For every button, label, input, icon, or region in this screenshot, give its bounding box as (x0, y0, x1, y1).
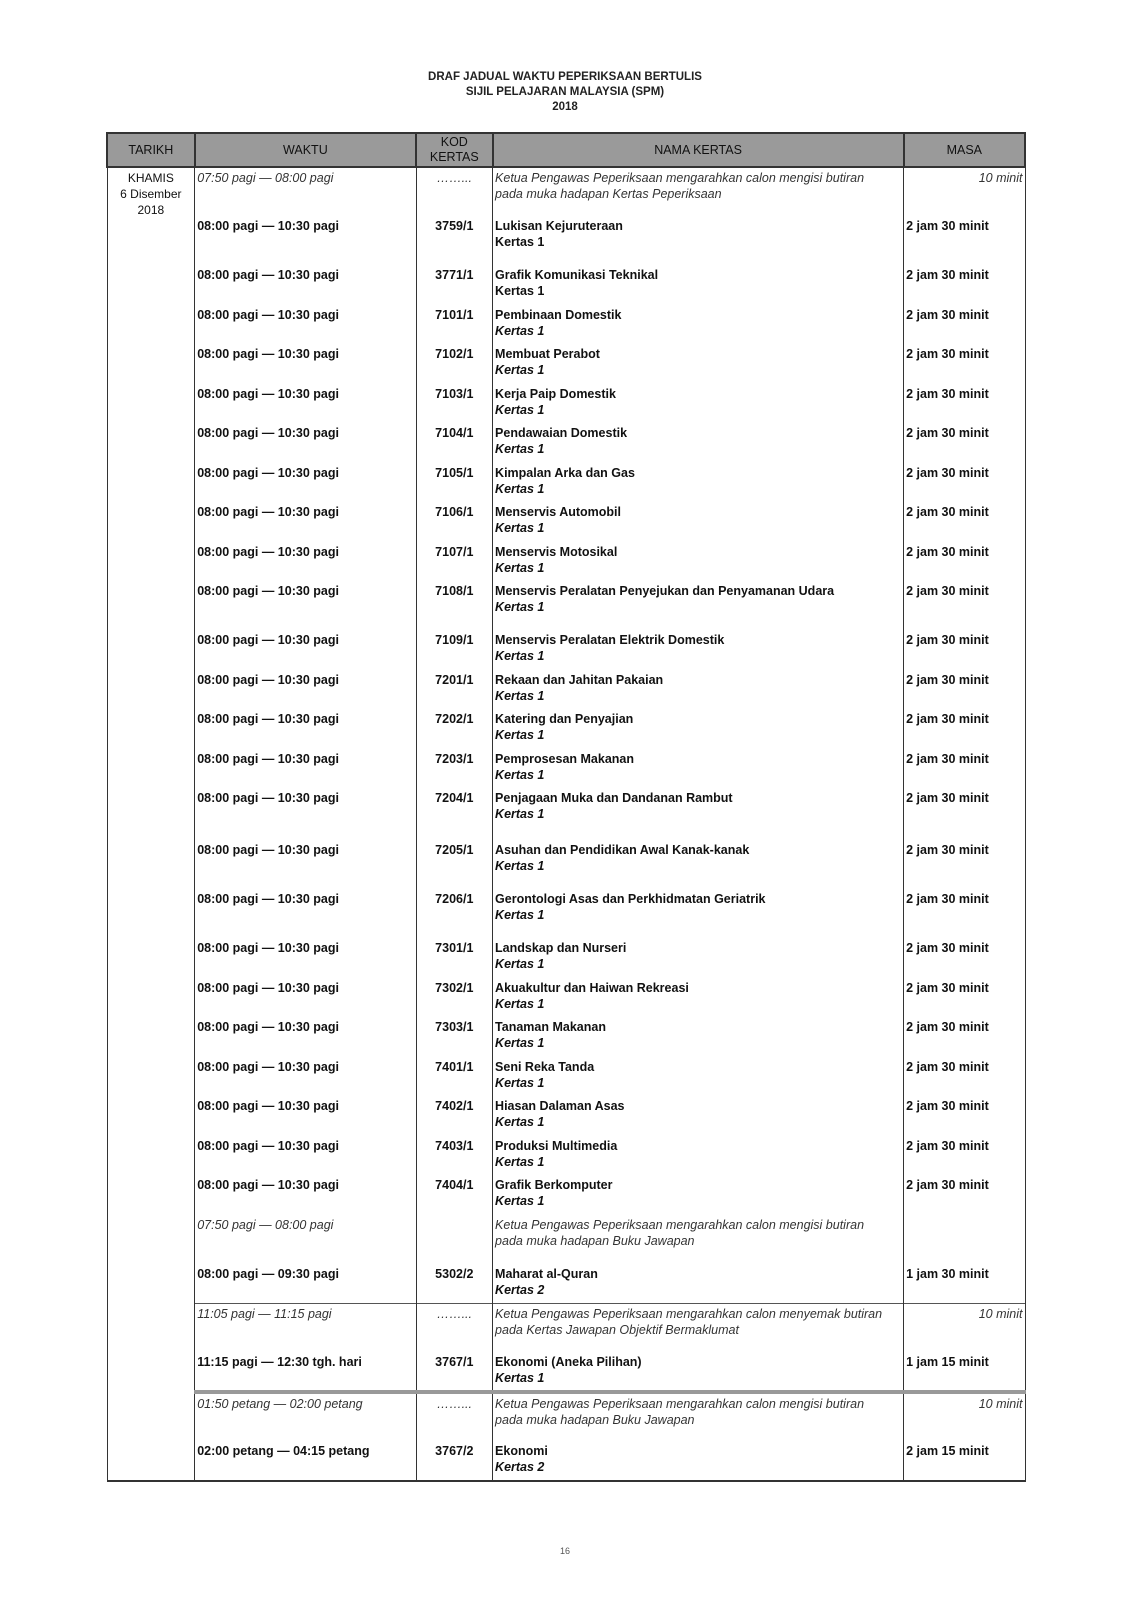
nama-kertas-cell (493, 709, 904, 749)
nama-kertas-cell (493, 1175, 904, 1215)
waktu-cell: 08:00 pagi — 10:30 pagi (195, 630, 416, 670)
waktu-cell: 08:00 pagi — 10:30 pagi (195, 938, 416, 978)
exam-paper-row (107, 1017, 1025, 1057)
paper-name: Menservis Peralatan Elektrik Domestik (495, 633, 725, 647)
title-line-3: 2018 (552, 101, 578, 113)
masa-cell: 1 jam 15 minit (904, 1352, 1025, 1392)
header-waktu: WAKTU (195, 133, 416, 167)
masa-cell: 1 jam 30 minit (904, 1264, 1025, 1303)
masa-cell: 2 jam 15 minit (904, 1441, 1025, 1481)
exam-paper-row (107, 1264, 1025, 1303)
date-date: 6 Disember (120, 187, 182, 201)
header-tarikh: TARIKH (107, 133, 195, 167)
kod-kertas-cell: 3767/2 (416, 1441, 493, 1481)
masa-cell: 2 jam 30 minit (904, 463, 1025, 502)
nama-kertas-cell (493, 1392, 904, 1441)
nama-kertas-cell (493, 167, 904, 216)
paper-number: Kertas 1 (495, 521, 545, 535)
paper-name: Menservis Motosikal (495, 545, 618, 559)
nama-kertas-cell (493, 1352, 904, 1392)
paper-name: Lukisan Kejuruteraan (495, 219, 623, 233)
paper-number: Kertas 1 (495, 859, 545, 873)
exam-paper-row (107, 889, 1025, 938)
nama-kertas-cell (493, 542, 904, 581)
instruction-row (107, 1215, 1025, 1264)
masa-cell: 2 jam 30 minit (904, 1017, 1025, 1057)
paper-name: Maharat al-Quran (495, 1267, 598, 1281)
waktu-cell: 08:00 pagi — 10:30 pagi (195, 1096, 416, 1136)
paper-number: Kertas 1 (495, 324, 545, 338)
paper-name: Menservis Automobil (495, 505, 621, 519)
nama-kertas-cell (493, 1441, 904, 1481)
waktu-cell: 08:00 pagi — 10:30 pagi (195, 709, 416, 749)
date-day: KHAMIS (127, 171, 174, 185)
table-header-row (107, 133, 1025, 167)
kod-kertas-cell: 3767/1 (416, 1352, 493, 1392)
kod-kertas-cell: 7402/1 (416, 1096, 493, 1136)
waktu-cell: 08:00 pagi — 10:30 pagi (195, 384, 416, 423)
masa-cell: 2 jam 30 minit (904, 670, 1025, 709)
paper-name: Menservis Peralatan Penyejukan dan Penyamanan Udara (495, 584, 835, 598)
paper-number: Kertas 1 (495, 403, 545, 417)
page-number: 16 (559, 1546, 570, 1556)
title-line-2: SIJIL PELAJARAN MALAYSIA (SPM) (465, 86, 665, 98)
nama-kertas-cell (493, 889, 904, 938)
title-line-1: DRAF JADUAL WAKTU PEPERIKSAAN BERTULIS (428, 71, 702, 83)
masa-cell: 10 minit (904, 1392, 1025, 1441)
exam-paper-row (107, 463, 1025, 502)
waktu-cell: 08:00 pagi — 10:30 pagi (195, 581, 416, 630)
nama-kertas-cell (493, 749, 904, 788)
header-masa: MASA (904, 133, 1025, 167)
masa-cell: 2 jam 30 minit (904, 581, 1025, 630)
nama-kertas-cell (493, 502, 904, 542)
exam-paper-row (107, 344, 1025, 384)
masa-cell: 10 minit (904, 1303, 1025, 1352)
masa-cell: 2 jam 30 minit (904, 265, 1025, 305)
paper-name: Landskap dan Nurseri (495, 941, 627, 955)
nama-kertas-cell (493, 305, 904, 344)
kod-kertas-cell: 7104/1 (416, 423, 493, 463)
nama-kertas-cell (493, 344, 904, 384)
nama-kertas-cell (493, 216, 904, 265)
nama-kertas-cell (493, 788, 904, 840)
waktu-cell: 08:00 pagi — 10:30 pagi (195, 749, 416, 788)
nama-kertas-cell (493, 1264, 904, 1303)
paper-name: Ekonomi (495, 1444, 548, 1458)
kod-kertas-cell: 7206/1 (416, 889, 493, 938)
nama-kertas-cell (493, 978, 904, 1017)
kod-kertas-cell: 7105/1 (416, 463, 493, 502)
paper-name: Pendawaian Domestik (495, 426, 628, 440)
waktu-cell: 08:00 pagi — 09:30 pagi (195, 1264, 416, 1303)
waktu-cell: 11:05 pagi — 11:15 pagi (195, 1303, 416, 1352)
kod-kertas-cell: 7201/1 (416, 670, 493, 709)
exam-paper-row (107, 581, 1025, 630)
exam-date-cell (107, 167, 195, 1481)
masa-cell: 2 jam 30 minit (904, 889, 1025, 938)
paper-name: Akuakultur dan Haiwan Rekreasi (495, 981, 689, 995)
nama-kertas-cell (493, 670, 904, 709)
exam-paper-row (107, 1057, 1025, 1096)
waktu-cell: 11:15 pagi — 12:30 tgh. hari (195, 1352, 416, 1392)
instruction-row (107, 167, 1025, 216)
waktu-cell: 08:00 pagi — 10:30 pagi (195, 788, 416, 840)
paper-number: Kertas 1 (495, 1194, 545, 1208)
masa-cell: 2 jam 30 minit (904, 1057, 1025, 1096)
kod-kertas-cell: 7401/1 (416, 1057, 493, 1096)
kod-kertas-cell: 5302/2 (416, 1264, 493, 1303)
masa-cell: 2 jam 30 minit (904, 630, 1025, 670)
exam-schedule-table (106, 132, 1026, 1482)
kod-kertas-cell: 7204/1 (416, 788, 493, 840)
nama-kertas-cell (493, 384, 904, 423)
masa-cell: 2 jam 30 minit (904, 502, 1025, 542)
instruction-row (107, 1303, 1025, 1352)
header-kod-kertas (416, 133, 493, 167)
paper-number: Kertas 2 (495, 1460, 545, 1474)
exam-paper-row (107, 749, 1025, 788)
waktu-cell: 08:00 pagi — 10:30 pagi (195, 542, 416, 581)
exam-paper-row (107, 840, 1025, 889)
nama-kertas-cell (493, 938, 904, 978)
kod-kertas-cell: 7106/1 (416, 502, 493, 542)
paper-number: Kertas 1 (495, 600, 545, 614)
exam-paper-row (107, 265, 1025, 305)
exam-paper-row (107, 542, 1025, 581)
nama-kertas-cell (493, 1303, 904, 1352)
paper-number: Kertas 1 (495, 997, 545, 1011)
paper-name: Gerontologi Asas dan Perkhidmatan Geriatrik (495, 892, 766, 906)
kod-kertas-cell: 7108/1 (416, 581, 493, 630)
waktu-cell: 08:00 pagi — 10:30 pagi (195, 1017, 416, 1057)
waktu-cell: 08:00 pagi — 10:30 pagi (195, 216, 416, 265)
waktu-cell: 08:00 pagi — 10:30 pagi (195, 670, 416, 709)
waktu-cell: 08:00 pagi — 10:30 pagi (195, 463, 416, 502)
paper-name: Kerja Paip Domestik (495, 387, 616, 401)
masa-cell: 2 jam 30 minit (904, 1096, 1025, 1136)
masa-cell: 2 jam 30 minit (904, 305, 1025, 344)
exam-paper-row (107, 670, 1025, 709)
header-kod-line2: KERTAS (429, 150, 479, 164)
kod-kertas-cell: 7203/1 (416, 749, 493, 788)
paper-name: Membuat Perabot (495, 347, 600, 361)
masa-cell: 2 jam 30 minit (904, 344, 1025, 384)
paper-number: Kertas 1 (495, 908, 545, 922)
masa-cell: 2 jam 30 minit (904, 1136, 1025, 1175)
masa-cell: 2 jam 30 minit (904, 423, 1025, 463)
paper-number: Kertas 1 (495, 1115, 545, 1129)
paper-number: Kertas 1 (495, 235, 545, 249)
nama-kertas-cell (493, 1136, 904, 1175)
waktu-cell: 08:00 pagi — 10:30 pagi (195, 305, 416, 344)
kod-kertas-cell: 3771/1 (416, 265, 493, 305)
paper-name: Rekaan dan Jahitan Pakaian (495, 673, 664, 687)
exam-paper-row (107, 1441, 1025, 1481)
paper-name: Produksi Multimedia (495, 1139, 618, 1153)
waktu-cell: 08:00 pagi — 10:30 pagi (195, 265, 416, 305)
instruction-row (107, 1392, 1025, 1441)
paper-name: Seni Reka Tanda (495, 1060, 595, 1074)
paper-number: Kertas 1 (495, 561, 545, 575)
paper-number: Kertas 1 (495, 768, 545, 782)
kod-kertas-cell: ……... (416, 1392, 493, 1441)
masa-cell: 2 jam 30 minit (904, 788, 1025, 840)
masa-cell: 2 jam 30 minit (904, 384, 1025, 423)
date-year: 2018 (137, 203, 165, 217)
kod-kertas-cell: 7102/1 (416, 344, 493, 384)
kod-kertas-cell: 7109/1 (416, 630, 493, 670)
exam-paper-row (107, 502, 1025, 542)
header-kod-line1: KOD (440, 135, 468, 149)
waktu-cell: 08:00 pagi — 10:30 pagi (195, 1136, 416, 1175)
nama-kertas-cell (493, 463, 904, 502)
waktu-cell: 02:00 petang — 04:15 petang (195, 1441, 416, 1481)
exam-paper-row (107, 1352, 1025, 1392)
kod-kertas-cell: 7205/1 (416, 840, 493, 889)
masa-cell: 2 jam 30 minit (904, 938, 1025, 978)
paper-name: Ketua Pengawas Peperiksaan mengarahkan calon menyemak butiran (495, 1306, 883, 1321)
kod-kertas-cell: ……... (416, 1303, 493, 1352)
masa-cell: 2 jam 30 minit (904, 840, 1025, 889)
paper-number: Kertas 1 (495, 442, 545, 456)
paper-number: Kertas 1 (495, 363, 545, 377)
nama-kertas-cell (493, 1017, 904, 1057)
kod-kertas-cell: 7302/1 (416, 978, 493, 1017)
paper-number: Kertas 1 (495, 689, 545, 703)
paper-name: Pemprosesan Makanan (495, 752, 634, 766)
paper-number: Kertas 1 (495, 807, 545, 821)
kod-kertas-cell: 7202/1 (416, 709, 493, 749)
paper-number: Kertas 1 (495, 728, 545, 742)
masa-cell: 10 minit (904, 167, 1025, 216)
kod-kertas-cell: 7101/1 (416, 305, 493, 344)
paper-name: Ketua Pengawas Peperiksaan mengarahkan calon mengisi butiran (495, 1397, 865, 1411)
document-title (0, 70, 1130, 115)
waktu-cell: 07:50 pagi — 08:00 pagi (195, 1215, 416, 1264)
paper-name: Hiasan Dalaman Asas (495, 1099, 625, 1113)
paper-name: Ketua Pengawas Peperiksaan mengarahkan calon mengisi butiran (495, 171, 865, 185)
exam-paper-row (107, 709, 1025, 749)
kod-kertas-cell (416, 1215, 493, 1264)
kod-kertas-cell: 7103/1 (416, 384, 493, 423)
waktu-cell: 08:00 pagi — 10:30 pagi (195, 1057, 416, 1096)
nama-kertas-cell (493, 265, 904, 305)
masa-cell: 2 jam 30 minit (904, 216, 1025, 265)
exam-paper-row (107, 423, 1025, 463)
paper-number: Kertas 2 (495, 1283, 545, 1297)
kod-kertas-cell: 7107/1 (416, 542, 493, 581)
header-nama-kertas: NAMA KERTAS (493, 133, 904, 167)
exam-paper-row (107, 938, 1025, 978)
exam-paper-row (107, 1175, 1025, 1215)
exam-paper-row (107, 1096, 1025, 1136)
kod-kertas-cell: 7403/1 (416, 1136, 493, 1175)
waktu-cell: 08:00 pagi — 10:30 pagi (195, 423, 416, 463)
nama-kertas-cell (493, 840, 904, 889)
paper-number: Kertas 1 (495, 1371, 545, 1385)
waktu-cell: 01:50 petang — 02:00 petang (195, 1392, 416, 1441)
kod-kertas-cell: 7404/1 (416, 1175, 493, 1215)
paper-name: Asuhan dan Pendidikan Awal Kanak-kanak (495, 843, 750, 857)
masa-cell: 2 jam 30 minit (904, 1175, 1025, 1215)
paper-name: Penjagaan Muka dan Dandanan Rambut (495, 791, 733, 805)
nama-kertas-cell (493, 423, 904, 463)
nama-kertas-cell (493, 1057, 904, 1096)
paper-number: Kertas 1 (495, 284, 545, 298)
paper-name: Tanaman Makanan (495, 1020, 606, 1034)
waktu-cell: 07:50 pagi — 08:00 pagi (195, 167, 416, 216)
nama-kertas-cell (493, 630, 904, 670)
nama-kertas-cell (493, 1096, 904, 1136)
paper-name: Grafik Komunikasi Teknikal (495, 268, 659, 282)
paper-number: Kertas 1 (495, 957, 545, 971)
kod-kertas-cell: ……... (416, 167, 493, 216)
masa-cell: 2 jam 30 minit (904, 542, 1025, 581)
paper-name: Pembinaan Domestik (495, 308, 622, 322)
paper-number: Kertas 1 (495, 649, 545, 663)
paper-number: pada muka hadapan Buku Jawapan (495, 1413, 695, 1427)
paper-name: Ketua Pengawas Peperiksaan mengarahkan calon mengisi butiran (495, 1218, 865, 1232)
exam-paper-row (107, 305, 1025, 344)
paper-number: pada muka hadapan Buku Jawapan (495, 1234, 695, 1248)
waktu-cell: 08:00 pagi — 10:30 pagi (195, 840, 416, 889)
exam-paper-row (107, 788, 1025, 840)
exam-paper-row (107, 630, 1025, 670)
waktu-cell: 08:00 pagi — 10:30 pagi (195, 978, 416, 1017)
waktu-cell: 08:00 pagi — 10:30 pagi (195, 502, 416, 542)
exam-paper-row (107, 1136, 1025, 1175)
paper-name: Grafik Berkomputer (495, 1178, 613, 1192)
masa-cell: 2 jam 30 minit (904, 978, 1025, 1017)
paper-number: pada Kertas Jawapan Objektif Bermaklumat (495, 1322, 739, 1337)
paper-number: Kertas 1 (495, 1155, 545, 1169)
kod-kertas-cell: 3759/1 (416, 216, 493, 265)
paper-name: Katering dan Penyajian (495, 712, 634, 726)
kod-kertas-cell: 7301/1 (416, 938, 493, 978)
nama-kertas-cell (493, 581, 904, 630)
waktu-cell: 08:00 pagi — 10:30 pagi (195, 1175, 416, 1215)
waktu-cell: 08:00 pagi — 10:30 pagi (195, 889, 416, 938)
paper-number: Kertas 1 (495, 1076, 545, 1090)
paper-name: Kimpalan Arka dan Gas (495, 466, 635, 480)
exam-paper-row (107, 384, 1025, 423)
paper-number: Kertas 1 (495, 482, 545, 496)
paper-name: Ekonomi (Aneka Pilihan) (495, 1355, 642, 1369)
nama-kertas-cell (493, 1215, 904, 1264)
paper-number: Kertas 1 (495, 1036, 545, 1050)
waktu-cell: 08:00 pagi — 10:30 pagi (195, 344, 416, 384)
kod-kertas-cell: 7303/1 (416, 1017, 493, 1057)
exam-paper-row (107, 978, 1025, 1017)
masa-cell (904, 1215, 1025, 1264)
exam-paper-row (107, 216, 1025, 265)
paper-number: pada muka hadapan Kertas Peperiksaan (495, 187, 722, 201)
masa-cell: 2 jam 30 minit (904, 709, 1025, 749)
masa-cell: 2 jam 30 minit (904, 749, 1025, 788)
